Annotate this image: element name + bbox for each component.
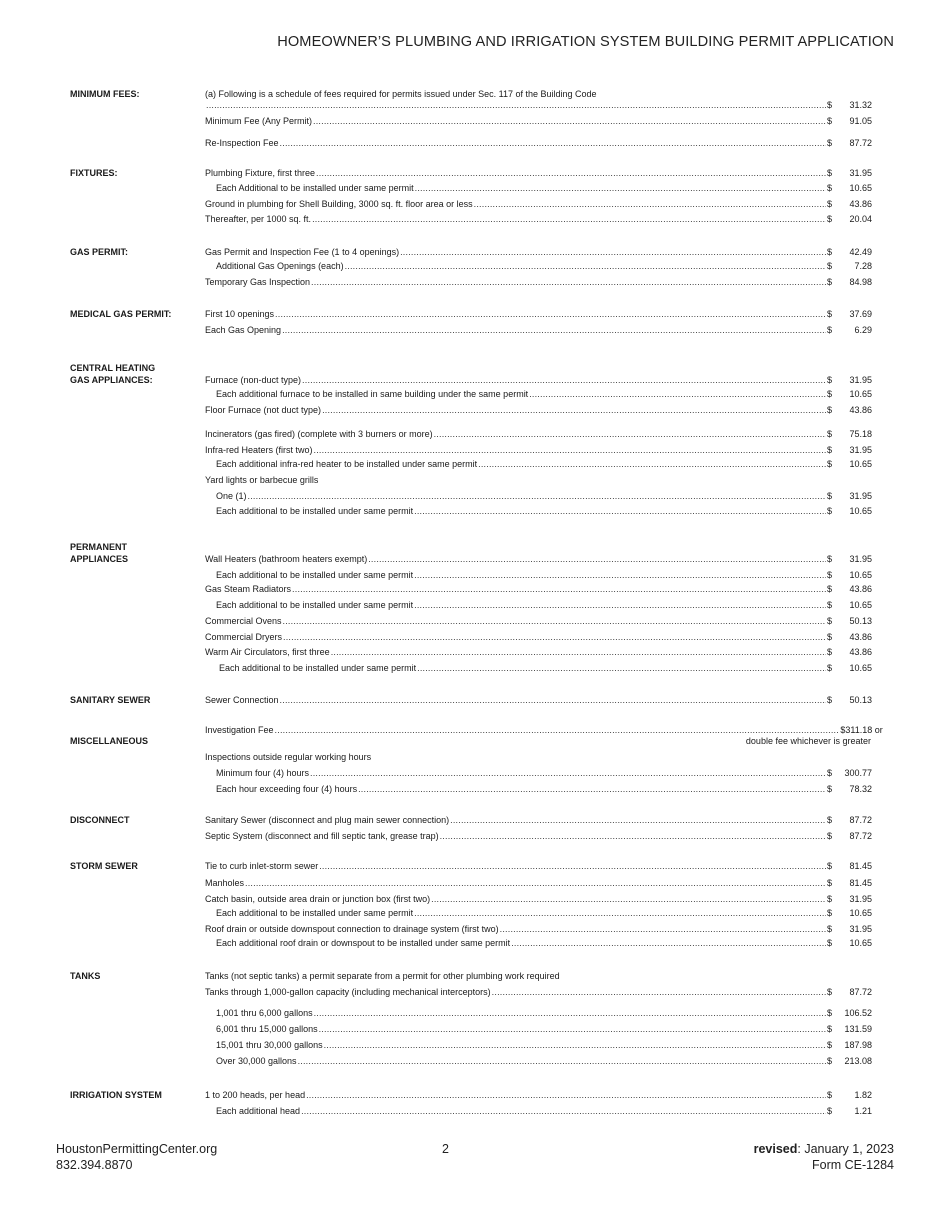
section-gas-appliances: GAS APPLIANCES: (70, 375, 153, 385)
schedule-intro: (a) Following is a schedule of fees required for permits issued under Sec. 117 of the Building Code (205, 89, 597, 99)
form-number: Form CE-1284 (812, 1158, 894, 1172)
fee-row-each-gas-opening: Each Gas Opening ..... $ 6.29 (205, 323, 872, 337)
section-minimum-fees: MINIMUM FEES: (70, 89, 140, 99)
fee-row-plumbing-fixture: Plumbing Fixture, first three ..... $ 31.95 (205, 166, 872, 180)
fee-row-roof-additional: Each additional roof drain or downspout to be installed under same permit ..... $ 10.65 (216, 936, 872, 950)
fee-row-reinspection: Re-Inspection Fee ..... $ 87.72 (205, 136, 872, 150)
section-permanent: PERMANENT (70, 542, 128, 552)
footer-phone: 832.394.8870 (56, 1158, 133, 1172)
fee-row-sewer-connection: Sewer Connection ..... $ 50.13 (205, 693, 872, 707)
fee-row-gas-steam: Gas Steam Radiators ..... $ 43.86 (205, 582, 872, 596)
fee-row-furnace: Furnace (non-duct type) ..... $ 31.95 (205, 373, 872, 387)
section-appliances: APPLIANCES (70, 554, 129, 564)
outside-hours-heading: Inspections outside regular working hours (205, 752, 372, 762)
fee-row-tanks-1000: Tanks through 1,000-gallon capacity (including mechanical interceptors) ..... $ 87.72 (205, 985, 872, 999)
fee-row-additional-gas: Additional Gas Openings (each) ..... $ 7.28 (216, 259, 872, 273)
investigation-note: double fee whichever is greater (745, 736, 871, 746)
fee-row-furnace-additional: Each additional furnace to be installed in same building under the same permit ..... $ 10.65 (216, 387, 872, 401)
fee-row-fixture-additional: Each Additional to be installed under same permit ..... $ 10.65 (216, 181, 872, 195)
fee-row-infrared-additional: Each additional infra-red heater to be installed under same permit ..... $ 10.65 (216, 457, 872, 471)
fee-row-minimum: Minimum Fee (Any Permit) ..... $ 91.05 (205, 114, 872, 128)
footer-contact (56, 1141, 217, 1173)
fee-row-commercial-ovens: Commercial Ovens ..... $ 50.13 (205, 614, 872, 628)
section-medical-gas: MEDICAL GAS PERMIT: (70, 309, 172, 319)
fee-row-tanks-30000: 15,001 thru 30,000 gallons ..... $ 187.98 (216, 1038, 872, 1052)
fee-row-catch-basin: Catch basin, outside area drain or junction box (first two) ..... $ 31.95 (205, 892, 872, 906)
fee-row-tanks-over: Over 30,000 gallons ..... $ 213.08 (216, 1054, 872, 1068)
fee-row-catch-additional: Each additional to be installed under same permit ..... $ 10.65 (216, 906, 872, 920)
fee-row-gas-permit: Gas Permit and Inspection Fee (1 to 4 openings) ..... $ 42.49 (205, 245, 872, 259)
section-storm-sewer: STORM SEWER (70, 861, 138, 871)
fee-row-manholes: Manholes ..... $ 81.45 (205, 876, 872, 890)
fee-row-roof-drain: Roof drain or outside downspout connection to drainage system (first two) ..... $ 31.95 (205, 922, 872, 936)
page-number: 2 (442, 1142, 449, 1156)
footer-revision (754, 1141, 894, 1173)
fee-row-thereafter: Thereafter, per 1000 sq. ft. ..... $ 20.04 (205, 212, 872, 226)
fee-row-heads-additional: Each additional head ..... $ 1.21 (216, 1104, 872, 1118)
section-irrigation: IRRIGATION SYSTEM (70, 1090, 162, 1100)
fee-row-yard-one: One (1) ..... $ 31.95 (216, 489, 872, 503)
section-tanks: TANKS (70, 971, 101, 981)
revised-date: : January 1, 2023 (797, 1142, 894, 1156)
section-gas-permit: GAS PERMIT: (70, 247, 129, 257)
fee-row-warm-air: Warm Air Circulators, first three ..... $ 43.86 (205, 645, 872, 659)
fee-row-infrared: Infra-red Heaters (first two) ..... $ 31.95 (205, 443, 872, 457)
fee-row-floor-furnace: Floor Furnace (not duct type) ..... $ 43.86 (205, 403, 872, 417)
fee-row-first-10: First 10 openings ..... $ 37.69 (205, 307, 872, 321)
fee-row-heads-200: 1 to 200 heads, per head ..... $ 1.82 (205, 1088, 872, 1102)
fee-row-incinerators: Incinerators (gas fired) (complete with 3 burners or more) ..... $ 75.18 (205, 427, 872, 441)
revised-label: revised (753, 1142, 798, 1156)
page-title: HOMEOWNER’S PLUMBING AND IRRIGATION SYSTEM BUILDING PERMIT APPLICATION (277, 34, 894, 50)
fee-row-wall-additional: Each additional to be installed under same permit ..... $ 10.65 (216, 568, 872, 582)
fee-row-minimum-four: Minimum four (4) hours ..... $ 300.77 (216, 766, 872, 780)
yard-lights-heading: Yard lights or barbecue grills (205, 475, 319, 485)
fee-row-yard-additional: Each additional to be installed under same permit ..... $ 10.65 (216, 504, 872, 518)
fee-row-tie-curb: Tie to curb inlet-storm sewer ..... $ 81.45 (205, 859, 872, 873)
fee-row-warm-air-additional: Each additional to be installed under same permit ..... $ 10.65 (219, 661, 872, 675)
fee-row-wall-heaters: Wall Heaters (bathroom heaters exempt) ..... $ 31.95 (205, 552, 872, 566)
fee-row-gas-steam-additional: Each additional to be installed under same permit ..... $ 10.65 (216, 598, 872, 612)
fee-row-tanks-15000: 6,001 thru 15,000 gallons ..... $ 131.59 (216, 1022, 872, 1036)
section-miscellaneous: MISCELLANEOUS (70, 736, 149, 746)
tanks-note: Tanks (not septic tanks) a permit separate from a permit for other plumbing work required (205, 971, 560, 981)
fee-row-ground-plumbing: Ground in plumbing for Shell Building, 3000 sq. ft. floor area or less ..... $ 43.86 (205, 197, 872, 211)
section-fixtures: FIXTURES: (70, 168, 118, 178)
fee-row-each-hour: Each hour exceeding four (4) hours ..... $ 78.32 (216, 782, 872, 796)
fee-row-disconnect-septic: Septic System (disconnect and fill septic tank, grease trap) ..... $ 87.72 (205, 829, 872, 843)
section-sanitary-sewer: SANITARY SEWER (70, 695, 151, 705)
section-disconnect: DISCONNECT (70, 815, 130, 825)
fee-row-tanks-6000: 1,001 thru 6,000 gallons ..... $ 106.52 (216, 1006, 872, 1020)
footer-website[interactable]: HoustonPermittingCenter.org (56, 1142, 218, 1156)
fee-row-investigation: Investigation Fee ..... $ 311.18 or (205, 723, 872, 737)
fee-row-disconnect-sanitary: Sanitary Sewer (disconnect and plug main sewer connection) ..... $ 87.72 (205, 813, 872, 827)
fee-row-temporary-gas: Temporary Gas Inspection ..... $ 84.98 (205, 275, 872, 289)
fee-row-commercial-dryers: Commercial Dryers ..... $ 43.86 (205, 630, 872, 644)
fee-row-schedule: ..... $ 31.32 (205, 98, 872, 112)
section-central-heating: CENTRAL HEATING (70, 363, 156, 373)
